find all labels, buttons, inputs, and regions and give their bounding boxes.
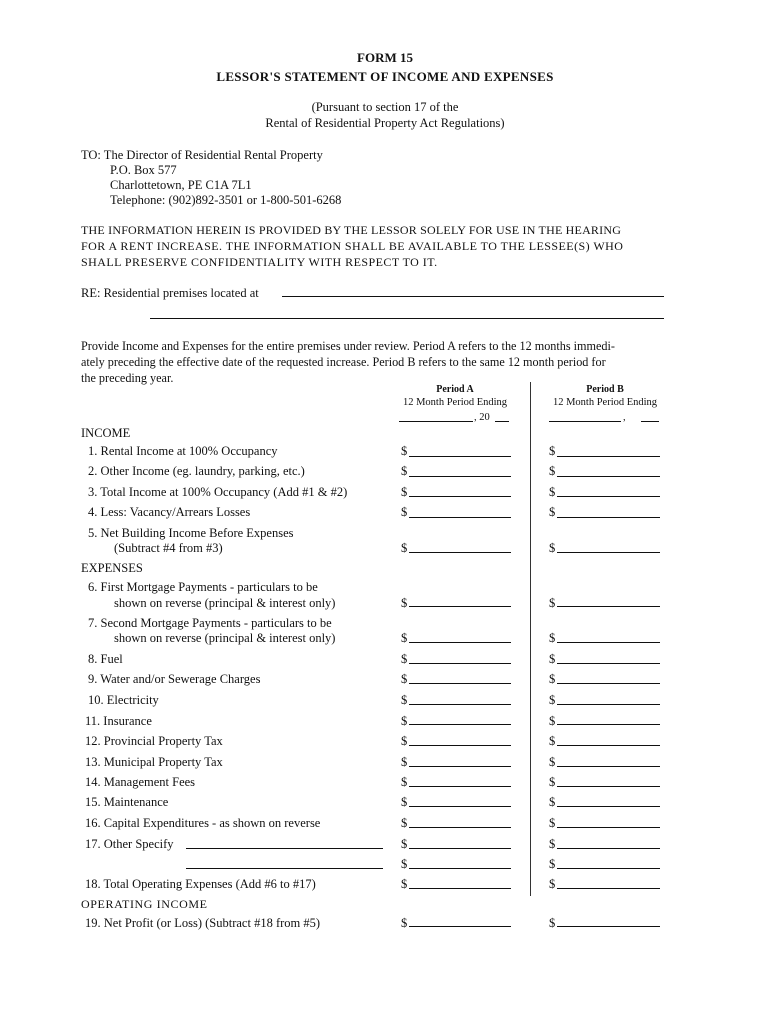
dollar-sign: $ bbox=[401, 596, 408, 610]
period-b-date-field[interactable] bbox=[549, 421, 621, 422]
dollar-sign: $ bbox=[401, 541, 408, 555]
line-13-label: 13. Municipal Property Tax bbox=[85, 755, 223, 769]
notice-line-3: SHALL PRESERVE CONFIDENTIALITY WITH RESPECT TO IT. bbox=[81, 255, 438, 269]
line-18-label: 18. Total Operating Expenses (Add #6 to #17) bbox=[85, 877, 316, 891]
dollar-sign: $ bbox=[401, 916, 408, 930]
period-a-year-field[interactable] bbox=[495, 421, 509, 422]
other-specify-field-1[interactable] bbox=[186, 848, 383, 849]
city-line: Charlottetown, PE C1A 7L1 bbox=[110, 178, 252, 192]
dollar-sign: $ bbox=[401, 631, 408, 645]
period-a-title: Period A bbox=[436, 384, 474, 395]
dollar-sign: $ bbox=[401, 485, 408, 499]
dollar-sign: $ bbox=[401, 877, 408, 891]
line-3-label: 3. Total Income at 100% Occupancy (Add #1 & #2) bbox=[88, 485, 348, 499]
expenses-heading: EXPENSES bbox=[81, 561, 143, 575]
line-17-label: 17. Other Specify bbox=[85, 837, 174, 851]
dollar-sign: $ bbox=[549, 714, 556, 728]
dollar-sign: $ bbox=[401, 714, 408, 728]
operating-income-heading: OPERATING INCOME bbox=[81, 897, 208, 911]
instructions-line-3: the preceding year. bbox=[81, 371, 174, 385]
column-divider bbox=[530, 382, 531, 896]
period-a-year-prefix: , 20 bbox=[474, 412, 490, 423]
dollar-sign: $ bbox=[549, 693, 556, 707]
premises-address-field-2[interactable] bbox=[150, 318, 664, 319]
period-a-date-field[interactable] bbox=[399, 421, 473, 422]
dollar-sign: $ bbox=[549, 464, 556, 478]
line-19-label: 19. Net Profit (or Loss) (Subtract #18 from #5) bbox=[85, 916, 321, 930]
dollar-sign: $ bbox=[401, 755, 408, 769]
line-16-label: 16. Capital Expenditures - as shown on reverse bbox=[85, 816, 321, 830]
dollar-sign: $ bbox=[549, 505, 556, 519]
line-5-sublabel: (Subtract #4 from #3) bbox=[114, 541, 223, 555]
line-11-label: 11. Insurance bbox=[85, 714, 152, 728]
period-b-year-field[interactable] bbox=[641, 421, 659, 422]
dollar-sign: $ bbox=[549, 672, 556, 686]
dollar-sign: $ bbox=[549, 631, 556, 645]
dollar-sign: $ bbox=[549, 916, 556, 930]
line-5-label: 5. Net Building Income Before Expenses bbox=[88, 526, 294, 540]
line-15-label: 15. Maintenance bbox=[85, 795, 169, 809]
pursuant-line-2: Rental of Residential Property Act Regulations) bbox=[265, 116, 505, 130]
line-10-label: 10. Electricity bbox=[88, 693, 159, 707]
period-b-subtitle: 12 Month Period Ending bbox=[552, 397, 658, 408]
line-7-sublabel: shown on reverse (principal & interest only) bbox=[114, 631, 336, 645]
line-6-label: 6. First Mortgage Payments - particulars to be bbox=[88, 580, 318, 594]
other-specify-field-2[interactable] bbox=[186, 868, 383, 869]
instructions-line-2: ately preceding the effective date of the requested increase. Period B refers to the same 12 month period for bbox=[81, 355, 606, 369]
dollar-sign: $ bbox=[549, 877, 556, 891]
dollar-sign: $ bbox=[549, 444, 556, 458]
dollar-sign: $ bbox=[549, 652, 556, 666]
to-line: TO: The Director of Residential Rental Property bbox=[81, 148, 323, 162]
period-a-subtitle: 12 Month Period Ending bbox=[402, 397, 508, 408]
dollar-sign: $ bbox=[401, 464, 408, 478]
instructions-line-1: Provide Income and Expenses for the entire premises under review. Period A refers to the 12 months immedi- bbox=[81, 339, 615, 353]
period-b-comma: , bbox=[623, 412, 626, 423]
dollar-sign: $ bbox=[549, 837, 556, 851]
line-2-label: 2. Other Income (eg. laundry, parking, etc.) bbox=[88, 464, 305, 478]
dollar-sign: $ bbox=[401, 837, 408, 851]
re-label: RE: Residential premises located at bbox=[81, 286, 259, 300]
dollar-sign: $ bbox=[549, 857, 556, 871]
dollar-sign: $ bbox=[401, 775, 408, 789]
period-b-title: Period B bbox=[586, 384, 624, 395]
line-4-label: 4. Less: Vacancy/Arrears Losses bbox=[88, 505, 251, 519]
dollar-sign: $ bbox=[549, 734, 556, 748]
notice-line-2: FOR A RENT INCREASE. THE INFORMATION SHALL BE AVAILABLE TO THE LESSEE(S) WHO bbox=[81, 239, 624, 253]
dollar-sign: $ bbox=[401, 444, 408, 458]
dollar-sign: $ bbox=[549, 755, 556, 769]
notice-line-1: THE INFORMATION HEREIN IS PROVIDED BY THE LESSOR SOLELY FOR USE IN THE HEARING bbox=[81, 223, 622, 237]
dollar-sign: $ bbox=[549, 485, 556, 499]
line-8-label: 8. Fuel bbox=[88, 652, 123, 666]
pursuant-line-1: (Pursuant to section 17 of the bbox=[311, 100, 459, 114]
telephone-line: Telephone: (902)892-3501 or 1-800-501-6268 bbox=[110, 193, 342, 207]
premises-address-field[interactable] bbox=[282, 296, 664, 297]
dollar-sign: $ bbox=[401, 857, 408, 871]
dollar-sign: $ bbox=[549, 816, 556, 830]
dollar-sign: $ bbox=[401, 816, 408, 830]
line-6-sublabel: shown on reverse (principal & interest only) bbox=[114, 596, 336, 610]
dollar-sign: $ bbox=[401, 795, 408, 809]
dollar-sign: $ bbox=[401, 672, 408, 686]
dollar-sign: $ bbox=[549, 596, 556, 610]
dollar-sign: $ bbox=[401, 693, 408, 707]
form-title: LESSOR'S STATEMENT OF INCOME AND EXPENSES bbox=[216, 69, 554, 84]
line-12-label: 12. Provincial Property Tax bbox=[85, 734, 223, 748]
dollar-sign: $ bbox=[401, 734, 408, 748]
line-1-label: 1. Rental Income at 100% Occupancy bbox=[88, 444, 278, 458]
form-number: FORM 15 bbox=[357, 50, 413, 65]
dollar-sign: $ bbox=[549, 541, 556, 555]
dollar-sign: $ bbox=[549, 775, 556, 789]
po-box: P.O. Box 577 bbox=[110, 163, 177, 177]
line-7-label: 7. Second Mortgage Payments - particulars to be bbox=[88, 616, 332, 630]
dollar-sign: $ bbox=[401, 652, 408, 666]
dollar-sign: $ bbox=[401, 505, 408, 519]
line-14-label: 14. Management Fees bbox=[85, 775, 196, 789]
income-heading: INCOME bbox=[81, 426, 131, 440]
dollar-sign: $ bbox=[549, 795, 556, 809]
line-9-label: 9. Water and/or Sewerage Charges bbox=[88, 672, 261, 686]
